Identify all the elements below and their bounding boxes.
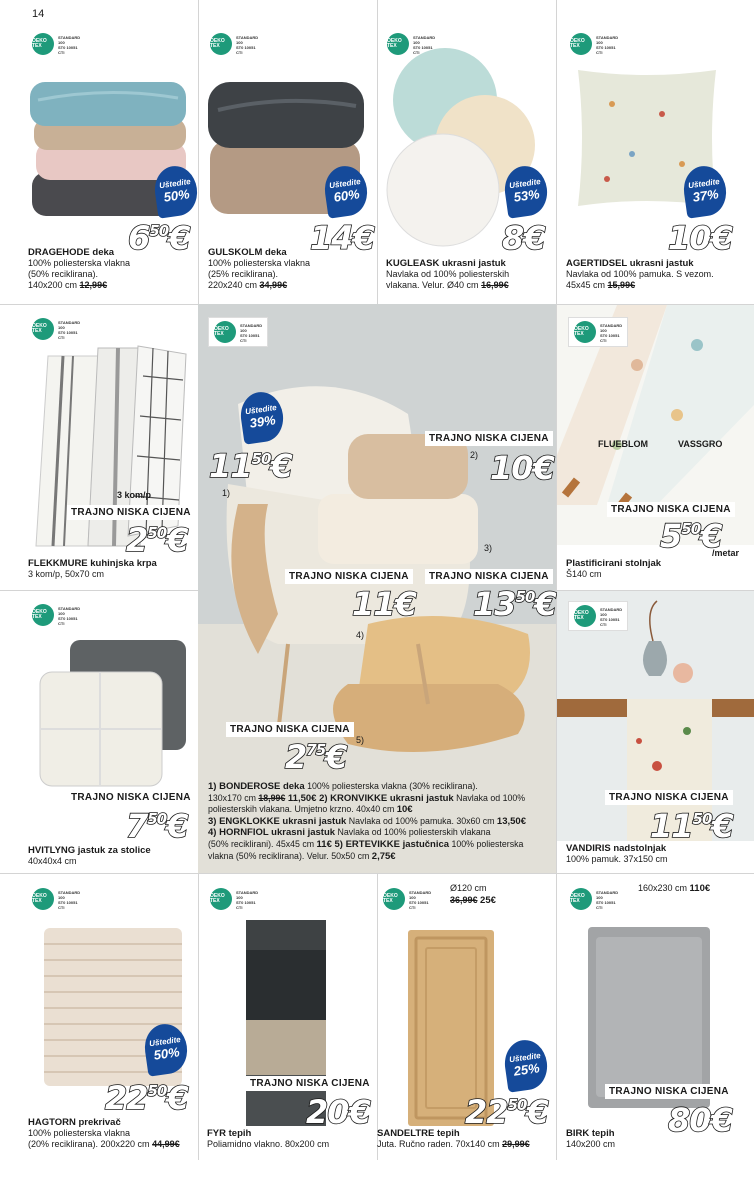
pattern-label: VASSGRO <box>678 439 723 449</box>
alt-price: 36,99€ 25€ <box>450 895 496 906</box>
item-number: 1) <box>222 488 231 498</box>
divider <box>377 873 378 1160</box>
product-description: KUGLEASK ukrasni jastuk Navlaka od 100% poliesterskih vlakana. Velur. Ø40 cm 16,99€ <box>386 258 510 290</box>
price: $7^{50}€$ <box>126 807 188 845</box>
oeko-tex-icon: OEKO TEX <box>574 605 596 627</box>
price: 11€ <box>352 585 416 623</box>
oeko-tex-icon: OEKO TEX <box>570 888 592 910</box>
item-number: 2) <box>470 450 479 460</box>
savings-badge: Uštedite 50% <box>152 163 201 218</box>
oeko-tex-icon: OEKO TEX <box>32 604 54 626</box>
price: $22^{50}€$ <box>465 1093 548 1131</box>
low-price-tag: TRAJNO NISKA CIJENA <box>605 790 733 805</box>
alt-size-price: 160x230 cm 110€ <box>638 883 711 894</box>
oeko-tex-label: OEKO TEX STANDARD 100 ST0 10051 CTI <box>568 601 628 631</box>
price: $5^{50}€$ <box>660 517 722 555</box>
alt-size: Ø120 cm <box>450 883 487 893</box>
oeko-tex-icon: OEKO TEX <box>210 33 232 55</box>
price: 80€ <box>668 1101 732 1139</box>
product-description: FYR tepih Poliamidno vlakno. 80x200 cm <box>207 1128 330 1149</box>
price: 20€ <box>306 1093 370 1131</box>
quantity-label: 3 kom/p <box>117 490 152 500</box>
divider <box>198 873 199 1160</box>
low-price-tag: TRAJNO NISKA CIJENA <box>285 569 413 584</box>
low-price-tag: TRAJNO NISKA CIJENA <box>67 505 195 520</box>
shaggy-rug-image <box>586 925 712 1110</box>
savings-badge: Uštedite 25% <box>502 1037 551 1092</box>
price: $11^{50}€$ <box>650 807 733 845</box>
price: $22^{50}€$ <box>105 1079 188 1117</box>
oeko-tex-icon: OEKO TEX <box>383 888 405 910</box>
oeko-tex-label: OEKO TEX STANDARD 100 ST0 10051 CTI <box>568 317 628 347</box>
product-description: GULSKOLM deka 100% poliesterska vlakna (25% reciklirana). 220x240 cm 34,99€ <box>208 247 311 290</box>
oeko-tex-label: OEKO TEX STANDARD 100 ST0 10051 CTI <box>32 320 81 340</box>
item-number: 4) <box>356 630 365 640</box>
divider <box>556 0 557 1160</box>
savings-badge: Uštedite 39% <box>238 389 287 444</box>
oeko-tex-icon: OEKO TEX <box>570 33 592 55</box>
price: 10€ <box>490 449 554 487</box>
product-description: Plastificirani stolnjak Š140 cm <box>566 558 662 579</box>
divider <box>198 0 199 304</box>
oeko-tex-icon: OEKO TEX <box>210 888 232 910</box>
center-products-description: 1) BONDEROSE deka 100% poliesterska vlakna (30% reciklirana). 130x170 cm 18,99€ 11,50€ 2) KRONVIKKE ukrasni jastuk Navlaka od 100% poliesterskih vlakana. Umjetno krzno. 40x40 cm 10€ 3) ENGKLOKKE ukrasni jastuk Navlaka od 100% pamuka. 30x60 cm 13,50€ 4) HORNFIOL ukrasni jastuk Navlaka od 100% poliesterskih vlakana (50% reciklirani). 45x45 cm 11€ 5) ERTEVIKKE jastučnica 100% poliesterska vlakna (50% reciklirana). Velur. 50x50 cm 2,75€ <box>208 781 526 862</box>
savings-badge: Uštedite 50% <box>142 1021 191 1076</box>
oeko-tex-label: OEKO TEX STANDARD 100 ST0 10051 CTI <box>208 317 268 347</box>
oeko-tex-icon: OEKO TEX <box>387 33 409 55</box>
price: $2^{75}€$ <box>285 738 347 776</box>
chair-cushion-image <box>32 632 192 792</box>
oeko-tex-icon: OEKO TEX <box>32 318 54 340</box>
oeko-tex-icon: OEKO TEX <box>32 888 54 910</box>
price: $6^{50}€$ <box>128 219 190 257</box>
oeko-tex-label: OEKO TEX STANDARD 100 ST0 10051 CTI <box>387 35 436 55</box>
product-description: AGERTIDSEL ukrasni jastuk Navlaka od 100% pamuka. S vezom. 45x45 cm 15,99€ <box>566 258 714 290</box>
oeko-tex-label: OEKO TEX STANDARD 100 ST0 10051 CTI <box>570 35 619 55</box>
divider <box>0 304 198 305</box>
oeko-tex-icon: OEKO TEX <box>574 321 596 343</box>
savings-badge: Uštedite 37% <box>681 163 730 218</box>
price: $13^{50}€$ <box>473 585 556 623</box>
product-description: HVITLYNG jastuk za stolice 40x40x4 cm <box>28 845 151 866</box>
low-price-tag: TRAJNO NISKA CIJENA <box>246 1076 374 1091</box>
oeko-tex-icon: OEKO TEX <box>32 33 54 55</box>
oeko-tex-label: OEKO TEX STANDARD 100 ST0 10051 CTI <box>570 890 619 910</box>
price-unit: /metar <box>712 548 740 558</box>
product-description: SANDELTRE tepih Juta. Ručno raden. 70x140 cm 29,99€ <box>377 1128 530 1149</box>
product-description: VANDIRIS nadstolnjak 100% pamuk. 37x150 cm <box>566 843 668 864</box>
low-price-tag: TRAJNO NISKA CIJENA <box>425 569 553 584</box>
item-number: 5) <box>356 735 365 745</box>
price: $2^{50}€$ <box>126 521 188 559</box>
price: 10€ <box>668 219 732 257</box>
low-price-tag: TRAJNO NISKA CIJENA <box>425 431 553 446</box>
low-price-tag: TRAJNO NISKA CIJENA <box>67 790 195 805</box>
oeko-tex-label: OEKO TEX STANDARD 100 ST0 10051 CTI <box>32 35 81 55</box>
oeko-tex-label: OEKO TEX STANDARD 100 ST0 10051 CTI <box>210 35 259 55</box>
oeko-tex-icon: OEKO TEX <box>214 321 236 343</box>
price: 14€ <box>310 219 374 257</box>
divider <box>377 0 378 304</box>
product-description: BIRK tepih 140x200 cm <box>566 1128 616 1149</box>
oeko-tex-label: OEKO TEX STANDARD 100 ST0 10051 CTI <box>383 890 432 910</box>
divider <box>0 590 198 591</box>
oeko-tex-label: OEKO TEX STANDARD 100 ST0 10051 CTI <box>32 606 81 626</box>
product-description: FLEKKMURE kuhinjska krpa 3 kom/p, 50x70 cm <box>28 558 157 579</box>
price: $11^{50}€$ <box>209 447 292 485</box>
divider <box>0 873 754 874</box>
oeko-tex-label: OEKO TEX STANDARD 100 ST0 10051 CTI <box>32 890 81 910</box>
page-number: 14 <box>32 8 45 20</box>
savings-badge: Uštedite 53% <box>502 163 551 218</box>
savings-badge: Uštedite 60% <box>322 163 371 218</box>
product-description: DRAGEHODE deka 100% poliesterska vlakna (50% reciklirana). 140x200 cm 12,99€ <box>28 247 131 290</box>
oeko-tex-label: OEKO TEX STANDARD 100 ST0 10051 CTI <box>210 890 259 910</box>
item-number: 3) <box>484 543 493 553</box>
product-description: HAGTORN prekrivač 100% poliesterska vlakna (20% reciklirana). 200x220 cm 44,99€ <box>28 1117 180 1149</box>
price: 8€ <box>502 219 545 257</box>
low-price-tag: TRAJNO NISKA CIJENA <box>607 502 735 517</box>
pattern-label: FLUEBLOM <box>598 439 648 449</box>
low-price-tag: TRAJNO NISKA CIJENA <box>605 1084 733 1099</box>
low-price-tag: TRAJNO NISKA CIJENA <box>226 722 354 737</box>
